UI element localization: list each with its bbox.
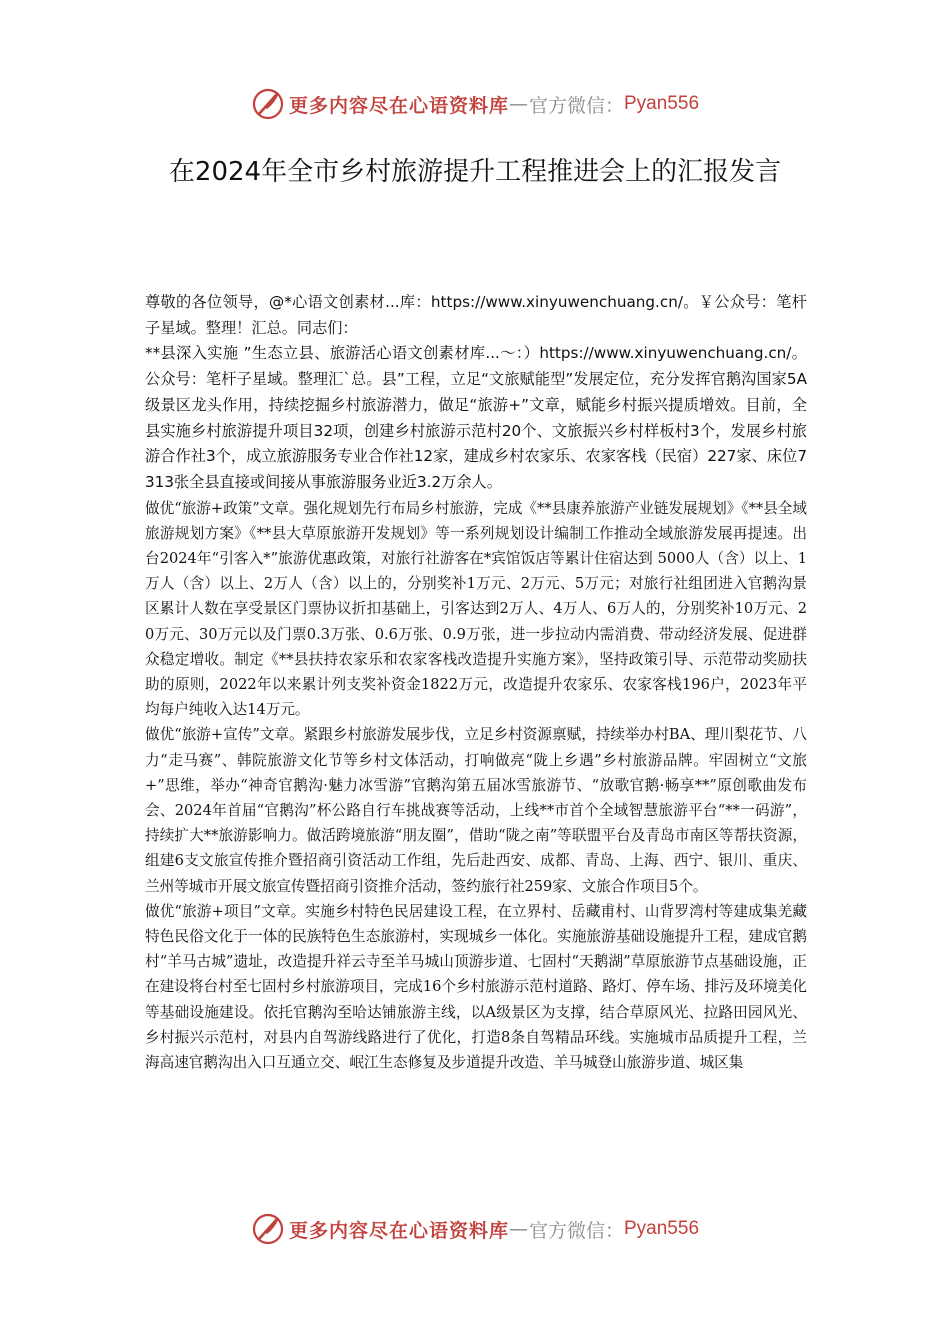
document-title: 在2024年全市乡村旅游提升工程推进会上的汇报发言 bbox=[168, 157, 782, 187]
paragraph-publicity: 做优“旅游+宣传”文章。紧跟乡村旅游发展步伐，立足乡村资源禀赋，持续举办村BA、理川梨花节、八力“走马赛”、韩院旅游文化节等乡村文体活动，打响做亮“陇上乡遇”乡村旅游品牌。牢固树立“文旅+”思维，举办“神奇官鹅沟·魅力冰雪游”官鹅沟第五届冰雪旅游节、“放歌官鹅·畅享**”原创歌曲发布会、2024年首届“官鹅沟”杯公路自行车挑战赛等活动，上线**市首个全域智慧旅游平台“**一码游”，持续扩大**旅游影响力。做活跨境旅游“朋友圈”，借助“陇之南”等联盟平台及青岛市南区等帮扶资源，组建6支文旅宣传推介暨招商引资活动工作组，先后赴西安、成都、青岛、上海、西宁、银川、重庆、兰州等城市开展文旅宣传暨招商引资推介活动，签约旅行社259家、文旅合作项目5个。 bbox=[145, 726, 807, 895]
document-body bbox=[145, 290, 807, 1075]
banner-dash: — bbox=[508, 1218, 529, 1240]
banner-dash: — bbox=[508, 93, 529, 115]
banner-wechat-id: Pyan556 bbox=[624, 1218, 700, 1239]
paragraph-overview: **县深入实施 ”生态立县、旅游活心语文创素材库...～：）https://www.xinyuwenchuang.cn/。公众号：笔杆子星域。整理汇`总。县”工程，立足“文旅赋能型”发展定位，充分发挥官鹅沟国家5A级景区龙头作用，持续挖掘乡村旅游潜力，做足“旅游+”文章，赋能乡村振兴提质增效。目前，全县实施乡村旅游提升项目32项，创建乡村旅游示范村20个、文旅振兴乡村样板村3个，发展乡村旅游合作社3个，成立旅游服务专业合作社12家，建成乡村农家乐、农家客栈（民宿）227家、床位7313张全县直接或间接从事旅游服务业近3.2万余人。 bbox=[145, 344, 807, 491]
header-watermark-banner bbox=[0, 84, 950, 124]
paragraph-projects: 做优“旅游+项目”文章。实施乡村特色民居建设工程，在立界村、岳藏甫村、山背罗湾村等建成集羌藏特色民俗文化于一体的民族特色生态旅游村，实现城乡一体化。实施旅游基础设施提升工程，建成官鹅村“羊马古城”遗址，改造提升祥云寺至羊马城山顶游步道、七固村“天鹅湖”草原旅游节点基础设施，正在建设将台村至七固村乡村旅游项目，完成16个乡村旅游示范村道路、路灯、停车场、排污及环境美化等基础设施建设。依托官鹅沟至哈达铺旅游主线，以A级景区为支撑，结合草原风光、拉路田园风光、乡村振兴示范村，对县内自驾游线路进行了优化，打造8条自驾精品环线。实施城市品质提升工程，兰海高速官鹅沟出入口互通立交、岷江生态修复及步道提升改造、羊马城登山旅游步道、城区集 bbox=[145, 902, 807, 1072]
quill-logo-icon bbox=[251, 87, 285, 121]
banner-wechat-label: 官方微信： bbox=[528, 1219, 624, 1242]
banner-wechat-id: Pyan556 bbox=[624, 93, 700, 114]
paragraph-greeting: 尊敬的各位领导，@*心语文创素材...库：https://www.xinyuwenchuang.cn/。￥公众号：笔杆子星域。整理！汇总。同志们： bbox=[145, 293, 807, 337]
quill-logo-icon bbox=[251, 1212, 285, 1246]
banner-text: 更多内容尽在心语资料库 bbox=[288, 94, 509, 117]
footer-watermark-banner bbox=[0, 1209, 950, 1249]
banner-text: 更多内容尽在心语资料库 bbox=[288, 1219, 509, 1242]
banner-wechat-label: 官方微信： bbox=[528, 94, 624, 117]
paragraph-policy: 做优“旅游+政策”文章。强化规划先行布局乡村旅游，完成《**县康养旅游产业链发展规划》《**县全域旅游规划方案》《**县大草原旅游开发规划》等一系列规划设计编制工作推动全域旅游发展再提速。出台2024年“引客入*”旅游优惠政策，对旅行社游客在*宾馆饭店等累计住宿达到 5000人（含）以上、1万人（含）以上、2万人（含）以上的，分别奖补1万元、2万元、5万元；对旅行社组团进入官鹅沟景区累计人数在享受景区门票协议折扣基础上，引客达到2万人、4万人、6万人的，分别奖补10万元、20万元、30万元以及门票0.3万张、0.6万张、0.9万张，进一步拉动内需消费、带动经济发展、促进群众稳定增收。制定《**县扶持农家乐和农家客栈改造提升实施方案》，坚持政策引导、示范带动奖励扶助的原则，2022年以来累计列支奖补资金1822万元，改造提升农家乐、农家客栈196户，2023年平均每户纯收入达14万元。 bbox=[145, 499, 807, 719]
